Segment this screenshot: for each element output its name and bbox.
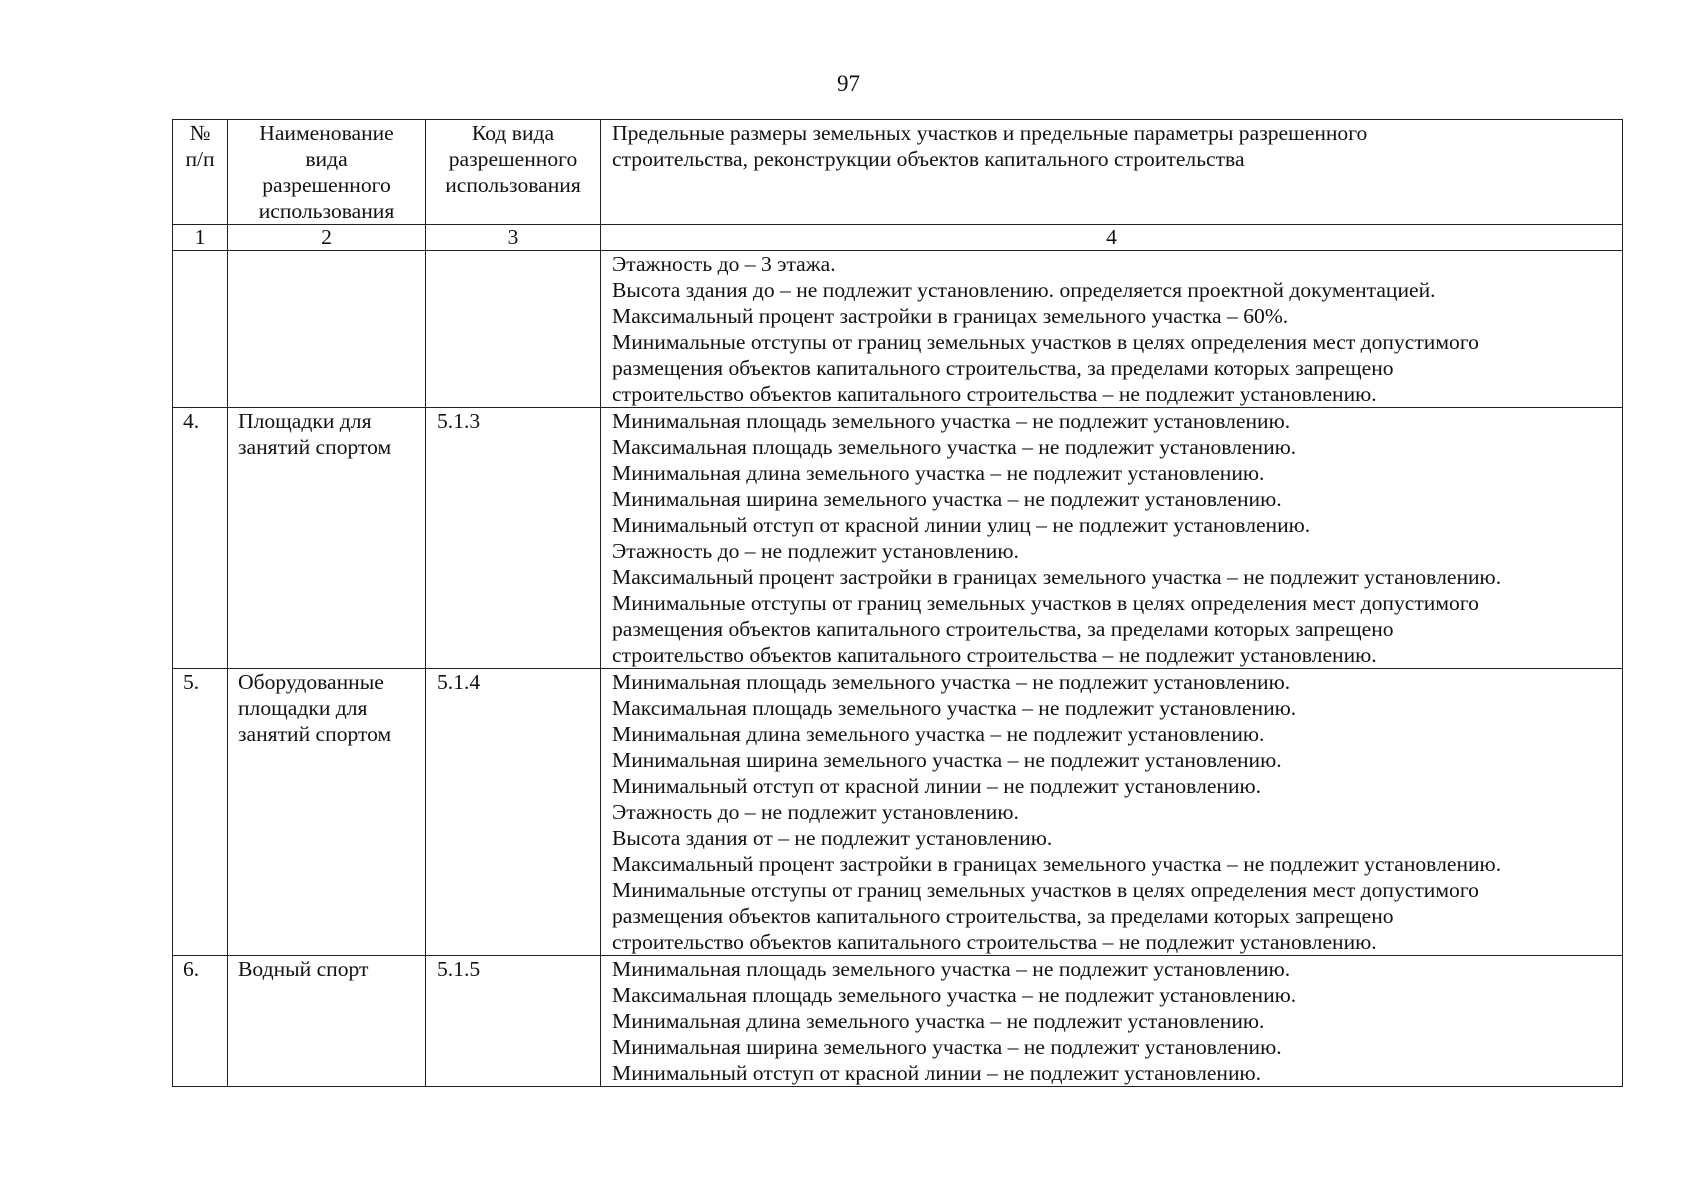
parameter-line: Минимальная длина земельного участка – не подлежит установлению.	[612, 461, 1265, 485]
use-type-name-line: занятий спортом	[238, 722, 392, 746]
parameter-line: Максимальный процент застройки в границах земельного участка – не подлежит установлению.	[612, 852, 1502, 876]
parameter-line: Высота здания от – не подлежит установлению.	[612, 826, 1053, 850]
parameter-line: Минимальная площадь земельного участка – не подлежит установлению.	[612, 957, 1291, 981]
parameter-line: Минимальная ширина земельного участка – не подлежит установлению.	[612, 487, 1282, 511]
header-params	[601, 120, 1623, 225]
use-type-name	[228, 956, 426, 1087]
header-code	[426, 120, 601, 225]
parameter-line: Этажность до – 3 этажа.	[612, 252, 836, 276]
parameter-line: Минимальная ширина земельного участка – не подлежит установлению.	[612, 748, 1282, 772]
parameter-line: Минимальная длина земельного участка – не подлежит установлению.	[612, 1009, 1265, 1033]
header-line: использования	[258, 199, 395, 223]
land-use-regulations-table	[172, 119, 1623, 1087]
parameter-line: Минимальная ширина земельного участка – не подлежит установлению.	[612, 1035, 1282, 1059]
table-body	[173, 251, 1623, 1087]
parameters-cell	[601, 956, 1623, 1087]
parameter-line: размещения объектов капитального строительства, за пределами которых запрещено	[612, 356, 1394, 380]
column-number: 1	[173, 225, 228, 251]
header-line: п/п	[185, 147, 215, 171]
table-row	[173, 408, 1623, 669]
parameter-line: Минимальный отступ от красной линии улиц – не подлежит установлению.	[612, 513, 1311, 537]
table-row	[173, 669, 1623, 956]
use-type-name-line: Площадки для	[238, 409, 372, 433]
parameter-line: Максимальная площадь земельного участка – не подлежит установлению.	[612, 983, 1297, 1007]
use-type-name-line: Водный спорт	[238, 957, 369, 981]
parameter-line: Минимальная площадь земельного участка – не подлежит установлению.	[612, 409, 1291, 433]
column-number: 2	[228, 225, 426, 251]
parameter-line: строительство объектов капитального строительства – не подлежит установлению.	[612, 643, 1377, 667]
header-row	[173, 120, 1623, 225]
header-line: Наименование	[259, 121, 394, 145]
parameter-line: размещения объектов капитального строительства, за пределами которых запрещено	[612, 904, 1394, 928]
parameters-cell	[601, 251, 1623, 408]
column-number: 4	[601, 225, 1623, 251]
use-type-name-line: площадки для	[238, 696, 368, 720]
table-header	[173, 120, 1623, 251]
parameter-line: Этажность до – не подлежит установлению.	[612, 539, 1019, 563]
header-line: №	[189, 121, 211, 145]
parameter-line: Минимальные отступы от границ земельных участков в целях определения мест допустимого	[612, 878, 1479, 902]
header-line: строительства, реконструкции объектов капитального строительства	[612, 147, 1245, 171]
use-type-code: 5.1.4	[426, 669, 601, 956]
row-number: 5.	[173, 669, 228, 956]
use-type-name-line: занятий спортом	[238, 435, 392, 459]
header-line: Предельные размеры земельных участков и предельные параметры разрешенного	[612, 121, 1368, 145]
parameter-line: Минимальная длина земельного участка – не подлежит установлению.	[612, 722, 1265, 746]
column-number-row	[173, 225, 1623, 251]
header-line: разрешенного	[262, 173, 391, 197]
table-row	[173, 251, 1623, 408]
use-type-code: 5.1.5	[426, 956, 601, 1087]
row-number: 4.	[173, 408, 228, 669]
header-num	[173, 120, 228, 225]
parameter-line: Этажность до – не подлежит установлению.	[612, 800, 1019, 824]
use-type-name	[228, 669, 426, 956]
parameter-line: Максимальный процент застройки в границах земельного участка – 60%.	[612, 304, 1289, 328]
header-name	[228, 120, 426, 225]
parameter-line: Максимальная площадь земельного участка – не подлежит установлению.	[612, 696, 1297, 720]
use-type-code: 5.1.3	[426, 408, 601, 669]
page-number: 97	[837, 71, 860, 96]
row-number: 6.	[173, 956, 228, 1087]
parameter-line: Максимальный процент застройки в границах земельного участка – не подлежит установлению.	[612, 565, 1502, 589]
parameter-line: Минимальные отступы от границ земельных участков в целях определения мест допустимого	[612, 330, 1479, 354]
parameters-cell	[601, 408, 1623, 669]
parameter-line: строительство объектов капитального строительства – не подлежит установлению.	[612, 382, 1377, 406]
parameter-line: Минимальная площадь земельного участка – не подлежит установлению.	[612, 670, 1291, 694]
header-line: Код вида	[471, 121, 555, 145]
header-line: разрешенного	[448, 147, 578, 171]
parameter-line: Высота здания до – не подлежит установлению. определяется проектной документацией.	[612, 278, 1436, 302]
parameter-line: Минимальный отступ от красной линии – не подлежит установлению.	[612, 774, 1262, 798]
header-line: вида	[305, 147, 348, 171]
parameter-line: Максимальная площадь земельного участка – не подлежит установлению.	[612, 435, 1297, 459]
use-type-code	[426, 251, 601, 408]
use-type-name	[228, 408, 426, 669]
parameters-cell	[601, 669, 1623, 956]
parameter-line: Минимальные отступы от границ земельных участков в целях определения мест допустимого	[612, 591, 1479, 615]
parameter-line: Минимальный отступ от красной линии – не подлежит установлению.	[612, 1061, 1262, 1085]
parameter-line: размещения объектов капитального строительства, за пределами которых запрещено	[612, 617, 1394, 641]
parameter-line: строительство объектов капитального строительства – не подлежит установлению.	[612, 930, 1377, 954]
column-number: 3	[426, 225, 601, 251]
table-row	[173, 956, 1623, 1087]
use-type-name	[228, 251, 426, 408]
use-type-name-line: Оборудованные	[238, 670, 384, 694]
row-number	[173, 251, 228, 408]
header-line: использования	[445, 173, 581, 197]
